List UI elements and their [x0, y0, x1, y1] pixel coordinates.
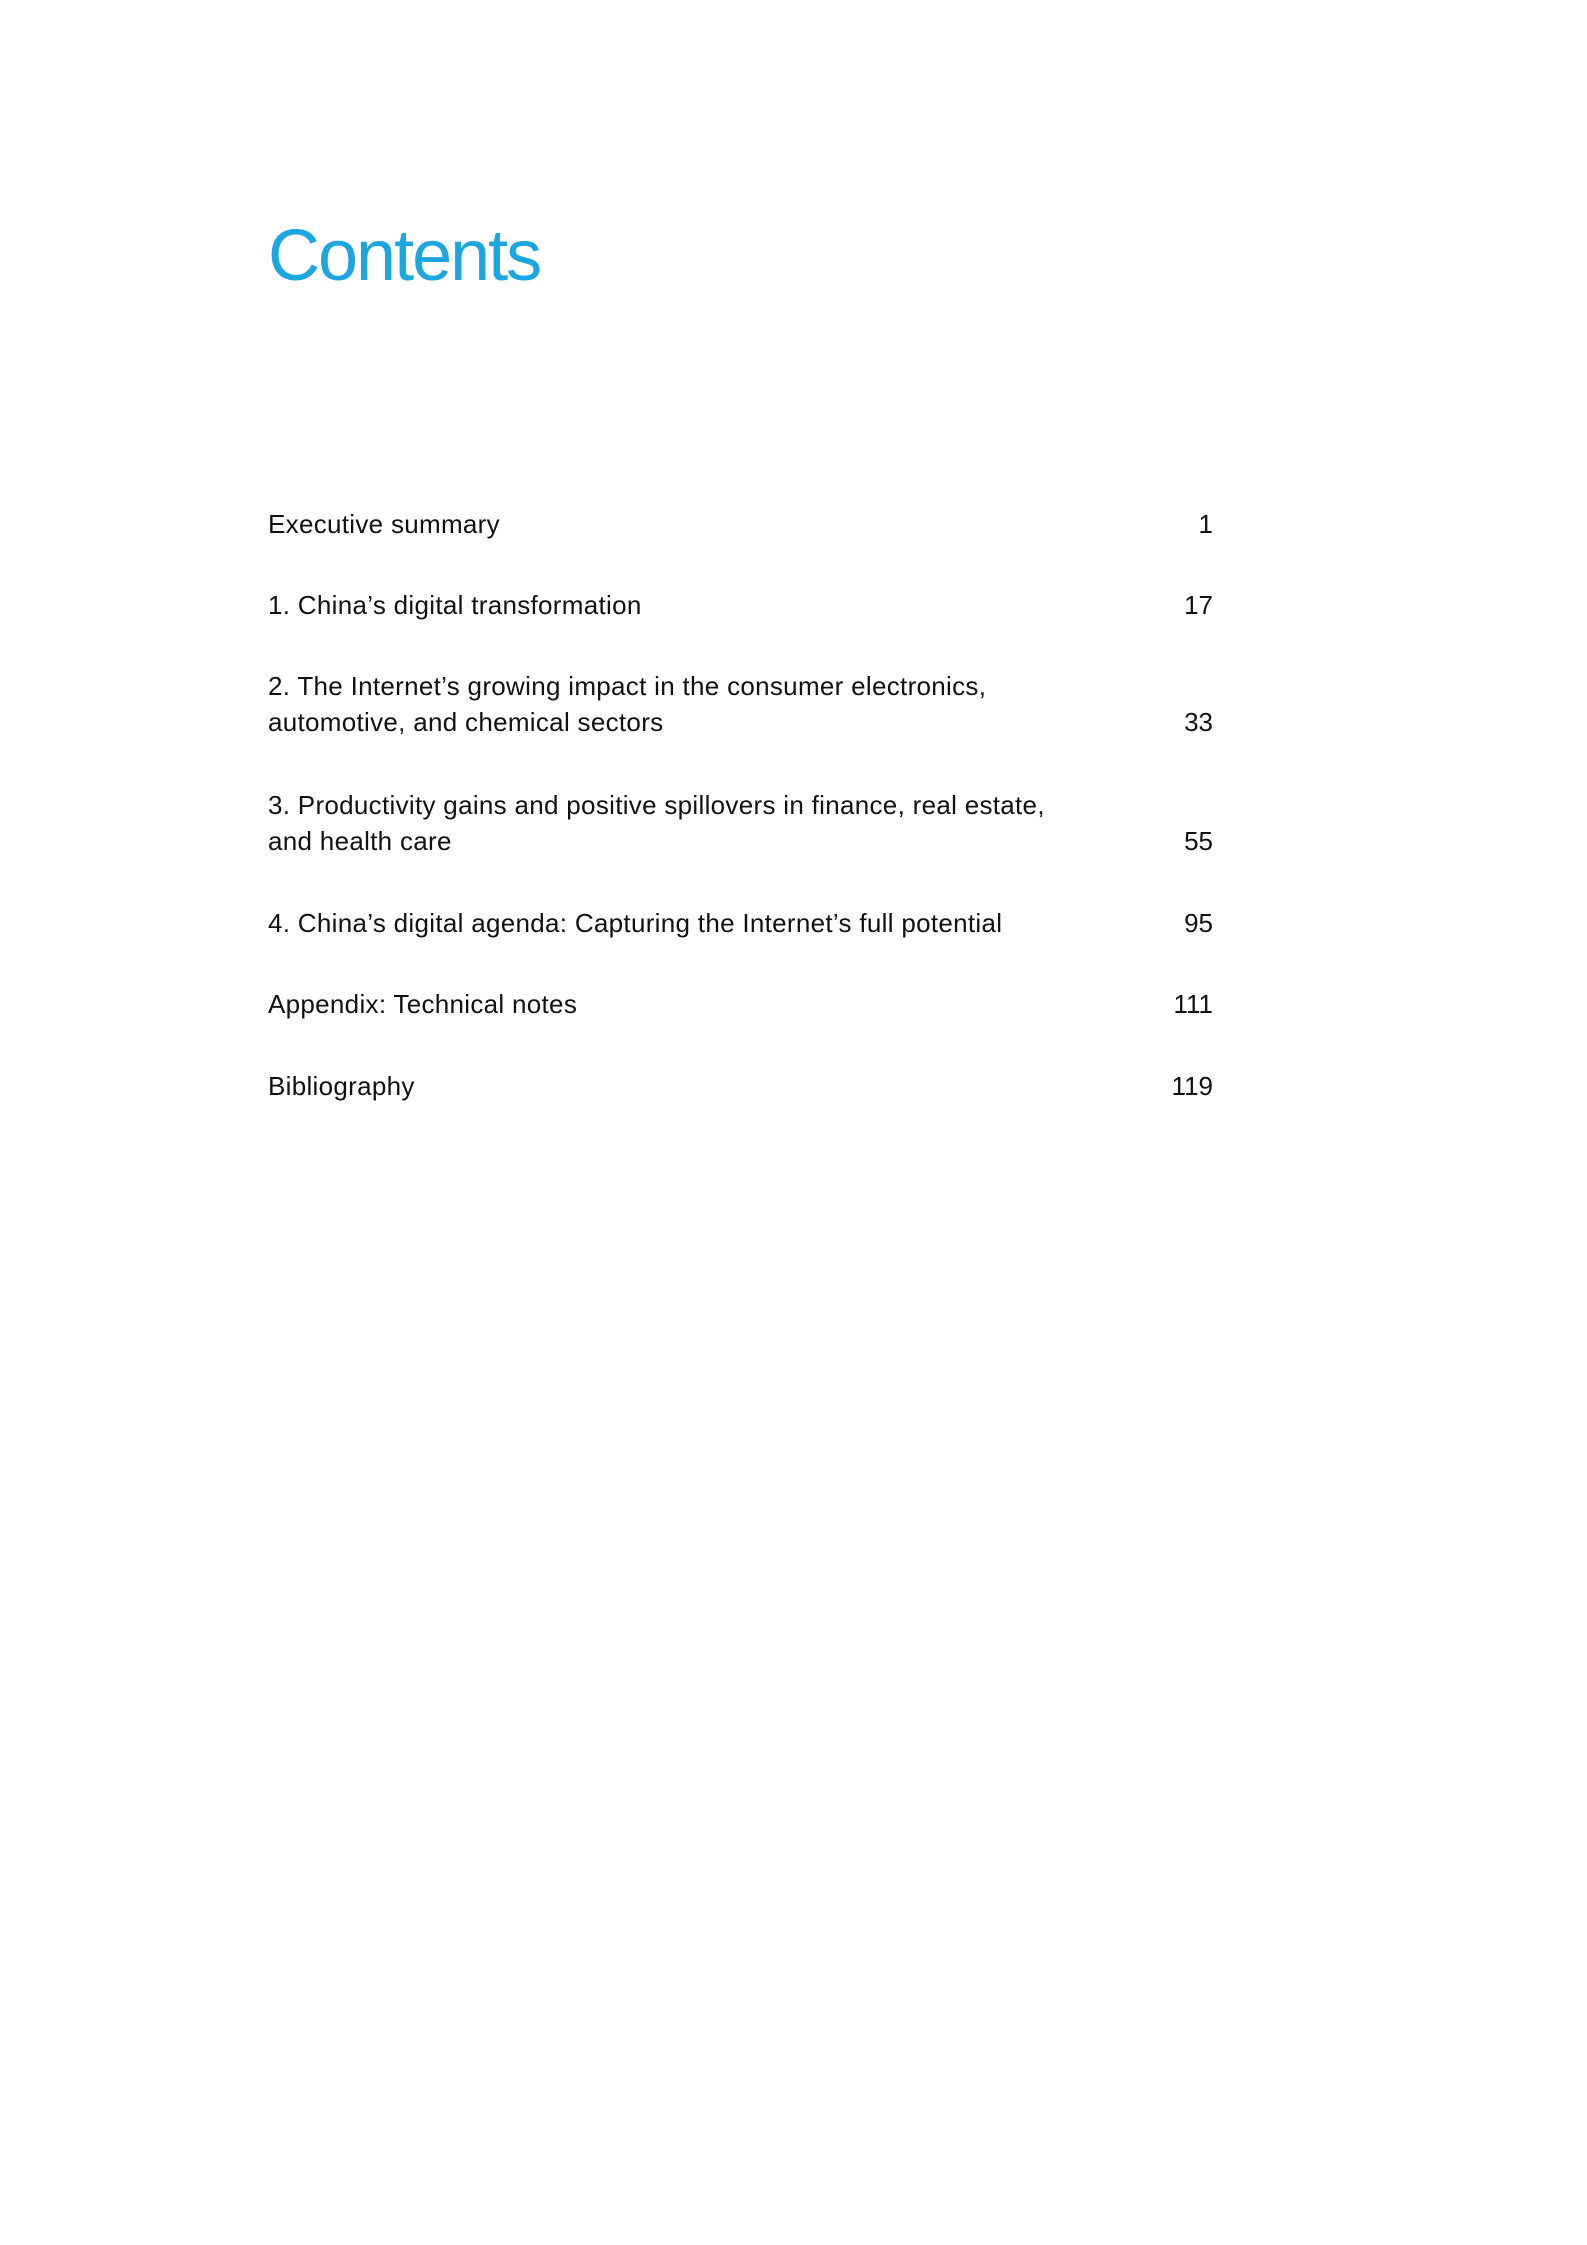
toc-entry-appendix[interactable] [268, 986, 1213, 1022]
toc-entry-page-number: 1 [1198, 509, 1213, 539]
toc-entry-label: 2. The Internet’s growing impact in the consumer electronics, automotive, and chemical sectors [268, 671, 987, 737]
toc-entry-chapter-3[interactable] [268, 787, 1213, 859]
toc-entry-label: Executive summary [268, 509, 500, 539]
toc-entry-chapter-1[interactable] [268, 587, 1213, 623]
toc-entry-page-number: 33 [1184, 707, 1213, 737]
toc-entry-page-number: 119 [1171, 1071, 1213, 1101]
toc-entry-page-number: 95 [1184, 908, 1213, 938]
toc-entry-bibliography[interactable] [268, 1068, 1213, 1104]
toc-entry-page-number: 55 [1184, 826, 1213, 856]
toc-entry-page-number: 111 [1173, 989, 1213, 1019]
toc-entry-label: 1. China’s digital transformation [268, 590, 642, 620]
table-of-contents [268, 0, 1213, 2245]
toc-entry-chapter-4[interactable] [268, 905, 1213, 941]
toc-entry-executive-summary[interactable] [268, 506, 1213, 542]
toc-entry-chapter-2[interactable] [268, 668, 1213, 740]
page-title: Contents [268, 216, 541, 296]
toc-entry-page-number: 17 [1184, 590, 1213, 620]
toc-entry-label: 4. China’s digital agenda: Capturing the Internet’s full potential [268, 908, 1003, 938]
toc-entry-label: 3. Productivity gains and positive spillovers in finance, real estate, and health care [268, 790, 1045, 856]
toc-entry-label: Bibliography [268, 1071, 415, 1101]
toc-entry-label: Appendix: Technical notes [268, 989, 578, 1019]
